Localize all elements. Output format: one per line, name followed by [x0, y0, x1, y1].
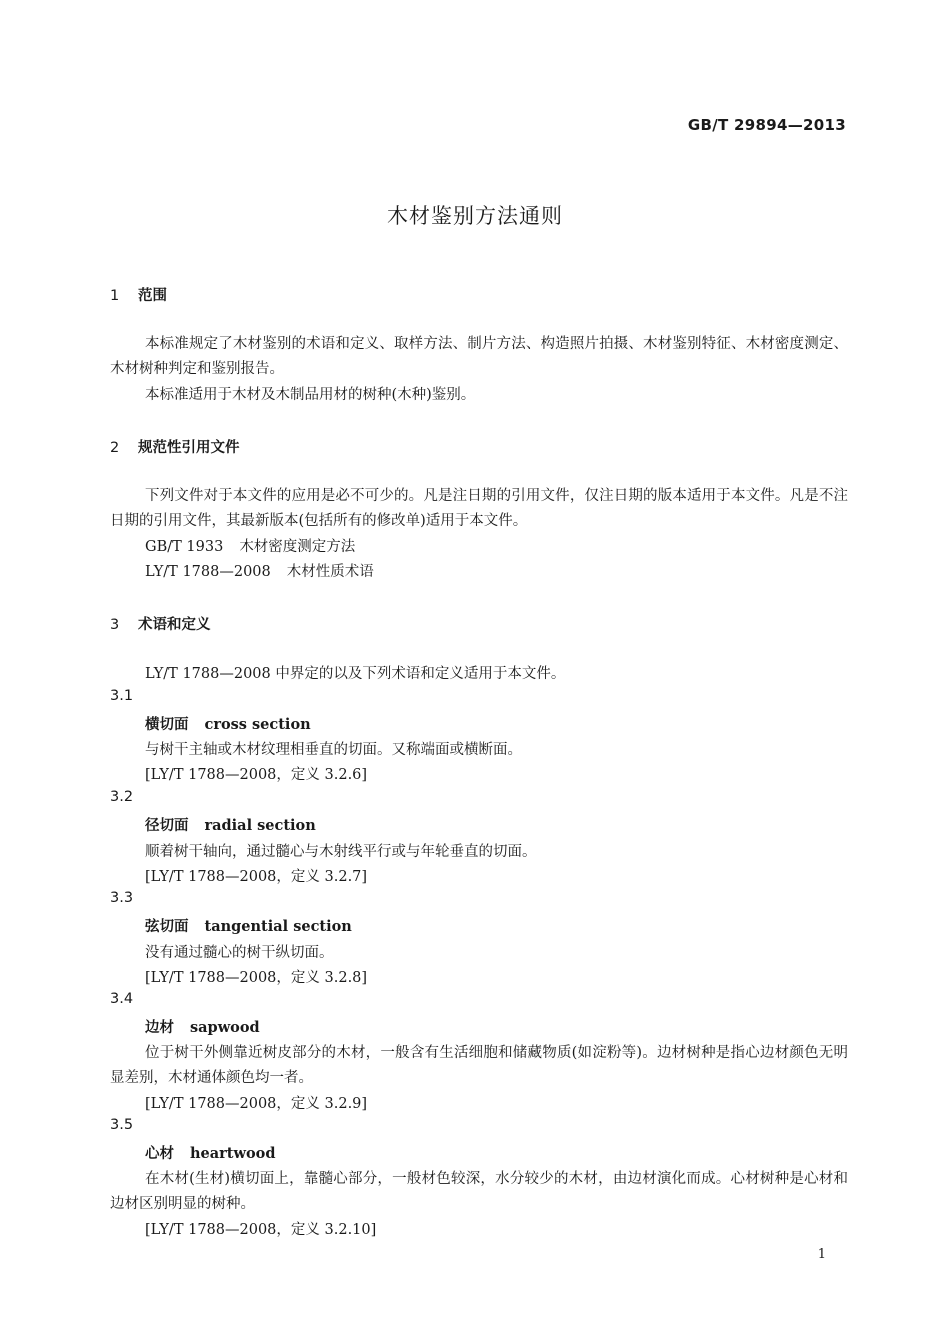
scope-paragraph-1: 本标准规定了木材鉴别的术语和定义、取样方法、制片方法、构造照片拍摄、木材鉴别特征、木材密度测定、木材树种判定和鉴别报告。 [110, 336, 848, 377]
document-title: 木材鉴别方法通则 [387, 204, 563, 228]
term-number: 3.2 [110, 789, 134, 805]
term-definition: 位于树干外侧靠近树皮部分的木材，一般含有生活细胞和储藏物质(如淀粉等)。边材树种是指心边材颜色无明显差别，木材通体颜色均一者。 [110, 1045, 848, 1086]
reference-item [145, 535, 355, 556]
term-name [145, 713, 311, 734]
reference-title: 木材密度测定方法 [239, 539, 356, 555]
term-number: 3.5 [110, 1117, 134, 1133]
term-en: tangential section [204, 918, 352, 935]
reference-title: 木材性质术语 [286, 564, 374, 580]
term-zh: 边材 [145, 1019, 174, 1036]
term-number: 3.3 [110, 890, 134, 906]
term-zh: 弦切面 [145, 918, 189, 935]
term-name [145, 1142, 275, 1163]
term-en: sapwood [190, 1019, 260, 1036]
term-source: [LY/T 1788—2008，定义 3.2.6] [145, 767, 368, 783]
term-zh: 径切面 [145, 817, 189, 834]
section-number: 1 [110, 288, 120, 304]
term-definition: 与树干主轴或木材纹理相垂直的切面。又称端面或横断面。 [145, 742, 522, 758]
scope-paragraph-2: 本标准适用于木材及木制品用材的树种(木种)鉴别。 [145, 387, 476, 403]
term-en: radial section [204, 817, 316, 834]
term-en: heartwood [190, 1145, 276, 1162]
term-zh: 心材 [145, 1145, 174, 1162]
term-zh: 横切面 [145, 716, 189, 733]
term-name [145, 814, 316, 835]
section-heading-terms-definitions [110, 613, 211, 634]
term-definition: 在木材(生材)横切面上，靠髓心部分，一般材色较深，水分较少的木材，由边材演化而成。心材树种是心材和边材区别明显的树种。 [110, 1171, 848, 1212]
term-number: 3.1 [110, 688, 134, 704]
reference-code: GB/T 1933 [145, 539, 224, 555]
term-source: [LY/T 1788—2008，定义 3.2.10] [145, 1222, 377, 1238]
term-source: [LY/T 1788—2008，定义 3.2.8] [145, 970, 368, 986]
section-number: 2 [110, 440, 120, 456]
term-name [145, 915, 352, 936]
section-title: 范围 [138, 288, 167, 304]
term-source: [LY/T 1788—2008，定义 3.2.7] [145, 869, 368, 885]
term-source: [LY/T 1788—2008，定义 3.2.9] [145, 1096, 368, 1112]
section-title: 规范性引用文件 [138, 440, 240, 456]
section-number: 3 [110, 617, 120, 633]
terms-intro: LY/T 1788—2008 中界定的以及下列术语和定义适用于本文件。 [145, 666, 566, 682]
reference-code: LY/T 1788—2008 [145, 564, 271, 580]
term-number: 3.4 [110, 991, 134, 1007]
section-heading-normative-references [110, 436, 240, 457]
term-definition: 顺着树干轴向，通过髓心与木射线平行或与年轮垂直的切面。 [145, 844, 537, 860]
standard-code: GB/T 29894—2013 [687, 116, 846, 134]
section-heading-scope [110, 284, 167, 305]
reference-item [145, 560, 374, 581]
term-en: cross section [204, 716, 311, 733]
references-paragraph: 下列文件对于本文件的应用是必不可少的。凡是注日期的引用文件，仅注日期的版本适用于本文件。凡是不注日期的引用文件，其最新版本(包括所有的修改单)适用于本文件。 [110, 488, 848, 529]
term-definition: 没有通过髓心的树干纵切面。 [145, 945, 334, 961]
section-title: 术语和定义 [138, 617, 211, 633]
page-number: 1 [817, 1247, 826, 1262]
term-name [145, 1016, 260, 1037]
